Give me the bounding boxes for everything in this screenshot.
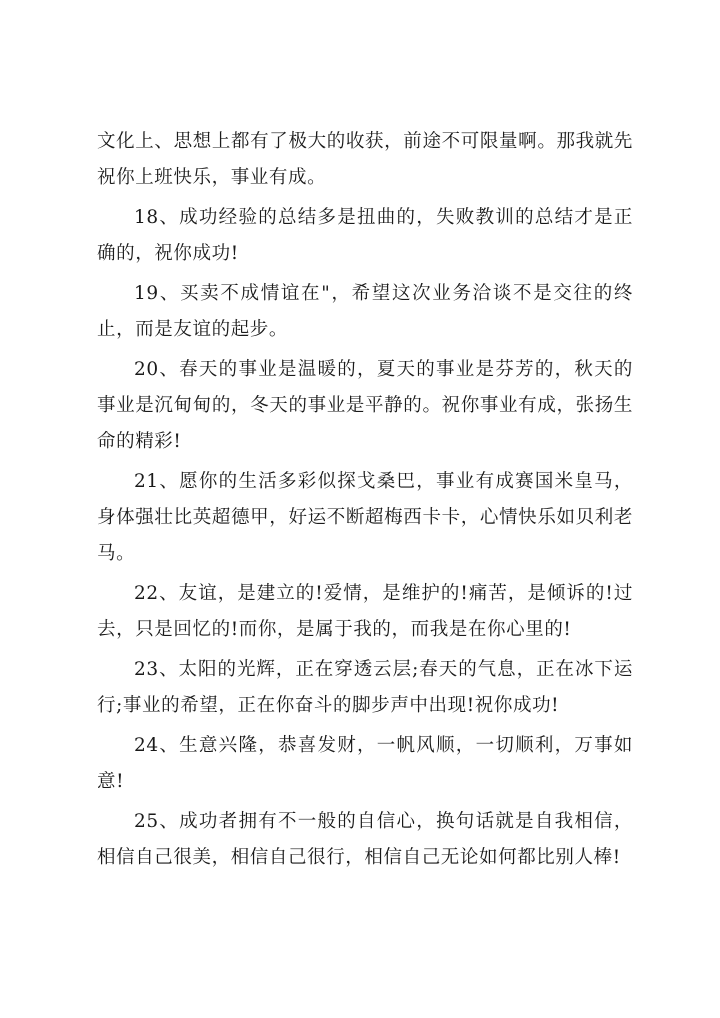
paragraph-item-18: 18、成功经验的总结多是扭曲的，失败教训的总结才是正确的，祝你成功! (97, 207, 633, 264)
paragraph-item-25: 25、成功者拥有不一般的自信心，换句话就是自我相信，相信自己很美，相信自己很行，相信自己无论如何都比别人棒! (97, 811, 633, 868)
paragraph-item-22: 22、友谊，是建立的!爱情，是维护的!痛苦，是倾诉的!过去，只是回忆的!而你，是属于我的，而我是在你心里的! (97, 583, 633, 640)
paragraph-item-19: 19、买卖不成情谊在"，希望这次业务洽谈不是交往的终止，而是友谊的起步。 (97, 283, 633, 340)
paragraph-continuation: 文化上、思想上都有了极大的收获，前途不可限量啊。那我就先祝你上班快乐，事业有成。 (97, 131, 633, 188)
document-body (97, 124, 633, 880)
paragraph-item-24: 24、生意兴隆，恭喜发财，一帆风顺，一切顺利，万事如意! (97, 735, 633, 792)
paragraph-item-21: 21、愿你的生活多彩似探戈桑巴，事业有成赛国米皇马，身体强壮比英超德甲，好运不断超梅西卡卡，心情快乐如贝利老马。 (97, 471, 633, 564)
paragraph-item-20: 20、春天的事业是温暖的，夏天的事业是芬芳的，秋天的事业是沉甸甸的，冬天的事业是平静的。祝你事业有成，张扬生命的精彩! (97, 359, 633, 452)
paragraph-item-23: 23、太阳的光辉，正在穿透云层;春天的气息，正在冰下运行;事业的希望，正在你奋斗的脚步声中出现!祝你成功! (97, 659, 633, 716)
